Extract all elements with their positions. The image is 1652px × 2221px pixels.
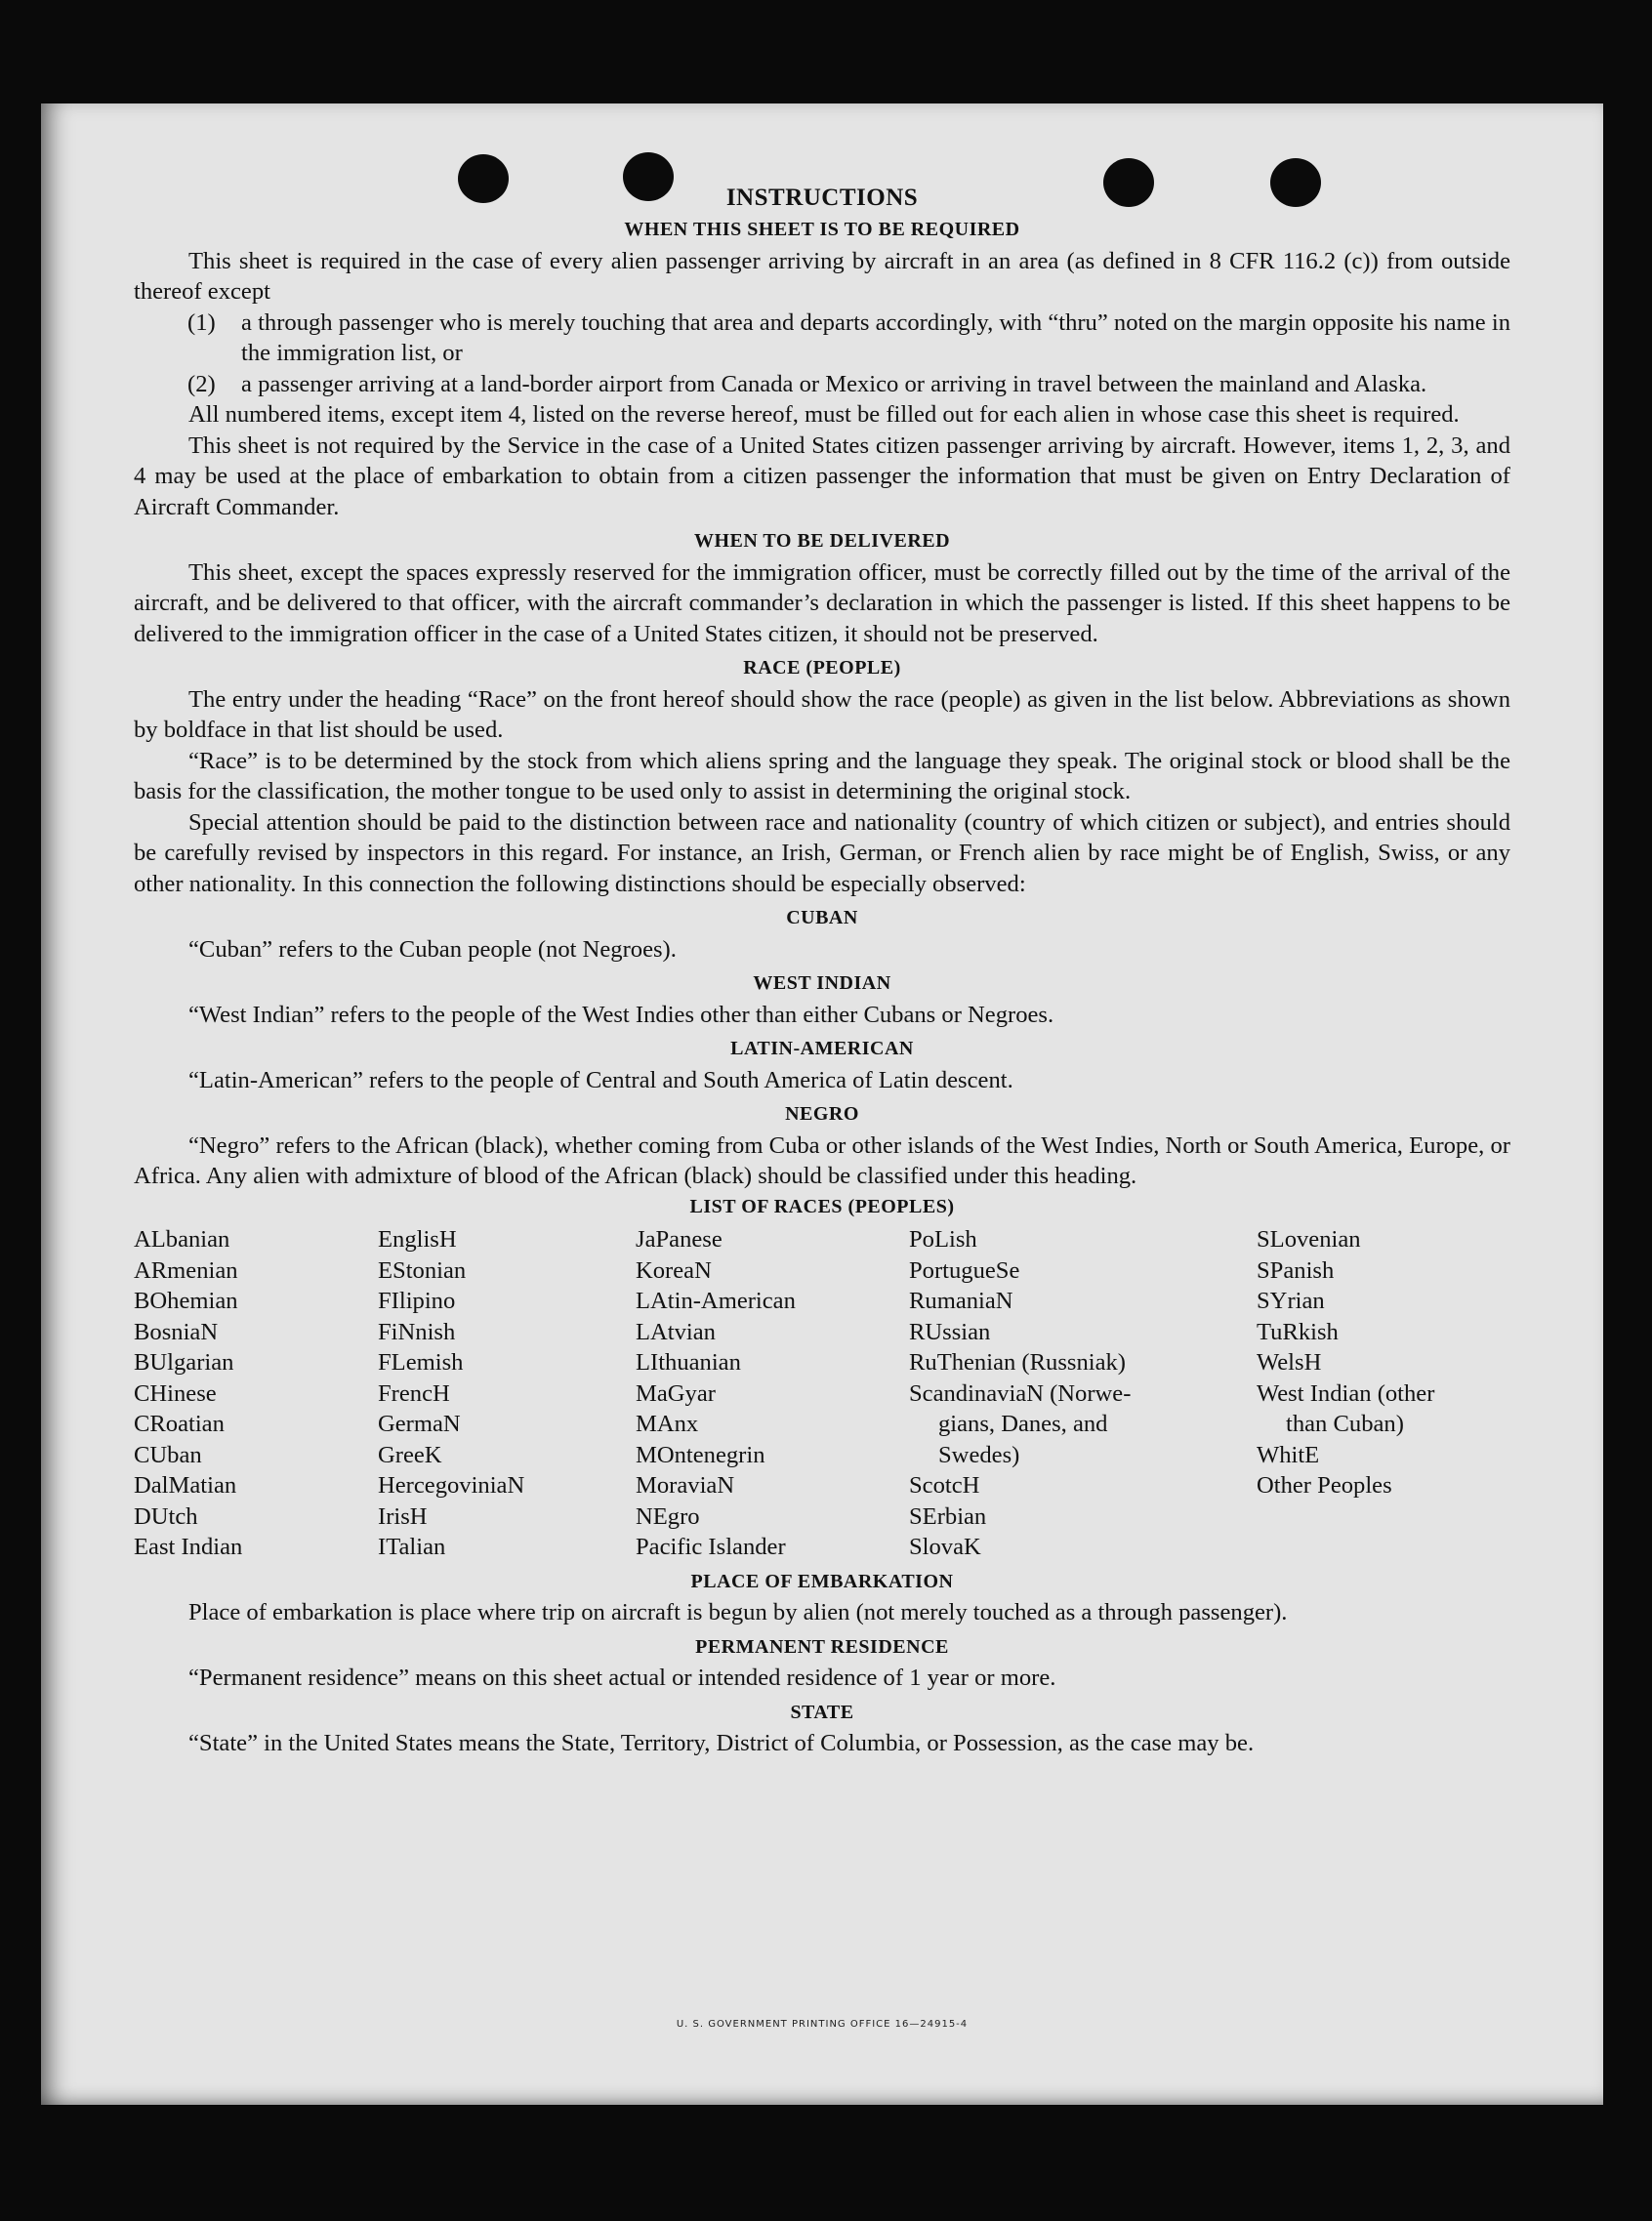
race-item: RumaniaN [909,1288,1013,1314]
race-item: ScandinaviaN (Norwe- [909,1379,1132,1407]
race-item: MaGyar [636,1379,716,1407]
paragraph: This sheet is required in the case of every alien passenger arriving by aircraft in an area (as defined in 8 CFR 116.2 (c)) from outside thereof except [134,247,1510,305]
section-heading: PLACE OF EMBARKATION [690,1570,954,1592]
race-item: KoreaN [636,1256,712,1284]
race-item: FiNnish [378,1318,456,1345]
paragraph: Place of embarkation is place where trip on aircraft is begun by alien (not merely touched as a through passenger). [188,1599,1288,1625]
printer-imprint: U. S. GOVERNMENT PRINTING OFFICE 16—24915-4 [676,2019,969,2030]
paragraph: “Cuban” refers to the Cuban people (not Negroes). [188,935,677,963]
paragraph: “West Indian” refers to the people of the West Indies other than either Cubans or Negroes. [188,1001,1054,1028]
races-list [134,1224,1510,1563]
race-item: BUlgarian [134,1349,234,1376]
race-item: IrisH [378,1502,428,1530]
section-heading: WHEN THIS SHEET IS TO BE REQUIRED [624,219,1020,240]
section-heading: NEGRO [785,1103,859,1125]
race-item: WelsH [1257,1349,1322,1376]
section-heading: WEST INDIAN [753,972,891,994]
race-item: ITalian [378,1534,446,1560]
paragraph: “Race” is to be determined by the stock from which aliens spring and the language they speak. The original stock or blood shall be the basis for the classification, the mother tongue to be used only to assist in determining the original stock. [134,747,1510,804]
races-column-2 [378,1224,636,1563]
races-column-4 [909,1224,1257,1563]
races-column-3 [636,1224,909,1563]
race-item: NEgro [636,1502,700,1530]
race-item: EnglisH [378,1226,457,1253]
race-item: MoraviaN [636,1472,735,1499]
race-item: gians, Danes, and [938,1411,1108,1437]
race-item: FLemish [378,1349,464,1376]
section-heading: CUBAN [786,907,858,928]
race-item: than Cuban) [1286,1411,1404,1437]
race-item: ARmenian [134,1256,238,1284]
races-column-1 [134,1224,378,1563]
race-item: SlovaK [909,1534,981,1560]
race-item: SErbian [909,1502,987,1530]
race-item: HercegoviniaN [378,1472,525,1499]
race-item: CRoatian [134,1411,225,1437]
section-heading: PERMANENT RESIDENCE [695,1635,949,1658]
instructions-text [134,182,1510,1759]
race-item: PortugueSe [909,1256,1020,1284]
race-item: EStonian [378,1256,467,1284]
race-item: TuRkish [1257,1318,1339,1345]
race-item: DalMatian [134,1472,237,1499]
race-item: FIlipino [378,1288,456,1314]
paragraph: This sheet is not required by the Service in the case of a United States citizen passenger arriving by aircraft. However, items 1, 2, 3, and 4 may be used at the place of embarkation to obtain from a citizen passenger the information that must be given on Entry Declaration of Aircraft Commander. [134,432,1510,520]
race-item: CUban [134,1441,202,1468]
paragraph: “Latin-American” refers to the people of Central and South America of Latin descent. [188,1066,1013,1093]
paragraph: “Negro” refers to the African (black), whether coming from Cuba or other islands of the West Indies, North or South America, Europe, or Africa. Any alien with admixture of blood of the African (black) should be classified under this heading. [134,1131,1510,1189]
race-item: WhitE [1257,1441,1320,1468]
race-item: Pacific Islander [636,1534,786,1560]
race-item: West Indian (other [1257,1379,1435,1407]
races-column-5 [1257,1224,1510,1563]
section-heading: WHEN TO BE DELIVERED [693,530,951,552]
race-item: RUssian [909,1318,991,1345]
paragraph: The entry under the heading “Race” on the front hereof should show the race (people) as given in the list below. Abbreviations as shown by boldface in that list should be used. [134,685,1510,743]
paragraph: All numbered items, except item 4, listed on the reverse hereof, must be filled out for each alien in whose case this sheet is required. [188,401,1460,428]
race-item: BosniaN [134,1318,219,1345]
race-item: GermaN [378,1411,461,1437]
race-item: LAtin-American [636,1288,796,1314]
race-item: MAnx [636,1411,699,1437]
race-item: BOhemian [134,1288,238,1314]
race-item: ScotcH [909,1472,980,1499]
race-item: SPanish [1257,1256,1335,1284]
race-item: ALbanian [134,1226,230,1253]
race-item: SYrian [1257,1288,1325,1314]
race-item: RuThenian (Russniak) [909,1349,1126,1376]
section-heading: LIST OF RACES (PEOPLES) [689,1195,955,1217]
paragraph: This sheet, except the spaces expressly reserved for the immigration officer, must be correctly filled out by the time of the arrival of the aircraft, and be delivered to that officer, with the aircraft commander’s declaration in which the passenger is listed. If this sheet happens to be delivered to the immigration officer in the case of a United States citizen, it should not be preserved. [134,558,1510,647]
race-item: DUtch [134,1502,198,1530]
paragraph: Special attention should be paid to the distinction between race and nationality (country of which citizen or subject), and entries should be carefully revised by inspectors in this regard. For instance, an Irish, German, or French alien by race might be of English, Swiss, or any other nationality. In this connection the following distinctions should be especially observed: [134,808,1510,897]
list-number: (2) [187,370,216,397]
race-item: SLovenian [1257,1226,1361,1253]
race-item: FrencH [378,1379,450,1407]
list-text: a passenger arriving at a land-border airport from Canada or Mexico or arriving in travel between the mainland and Alaska. [241,370,1427,397]
race-item: PoLish [909,1226,977,1253]
section-heading: LATIN-AMERICAN [730,1038,914,1059]
race-item: LIthuanian [636,1349,741,1376]
list-item [134,308,1510,369]
race-item: CHinese [134,1379,217,1407]
race-item: GreeK [378,1441,442,1468]
race-item: JaPanese [636,1226,723,1253]
race-item: Swedes) [938,1441,1020,1468]
section-heading: RACE (PEOPLE) [743,657,901,679]
paragraph: “State” in the United States means the State, Territory, District of Columbia, or Possession, as the case may be. [188,1730,1255,1756]
paragraph: “Permanent residence” means on this sheet actual or intended residence of 1 year or more. [188,1665,1056,1691]
list-number: (1) [187,308,216,336]
race-item: East Indian [134,1534,243,1560]
section-heading: STATE [790,1701,854,1723]
list-text: a through passenger who is merely touching that area and departs accordingly, with “thru” noted on the margin opposite his name in the immigration list, or [241,308,1510,366]
list-item [134,369,1510,400]
race-item: MOntenegrin [636,1441,765,1468]
page-title: INSTRUCTIONS [725,185,919,211]
document-sheet [41,103,1603,2105]
race-item: LAtvian [636,1318,716,1345]
race-item: Other Peoples [1257,1472,1392,1499]
